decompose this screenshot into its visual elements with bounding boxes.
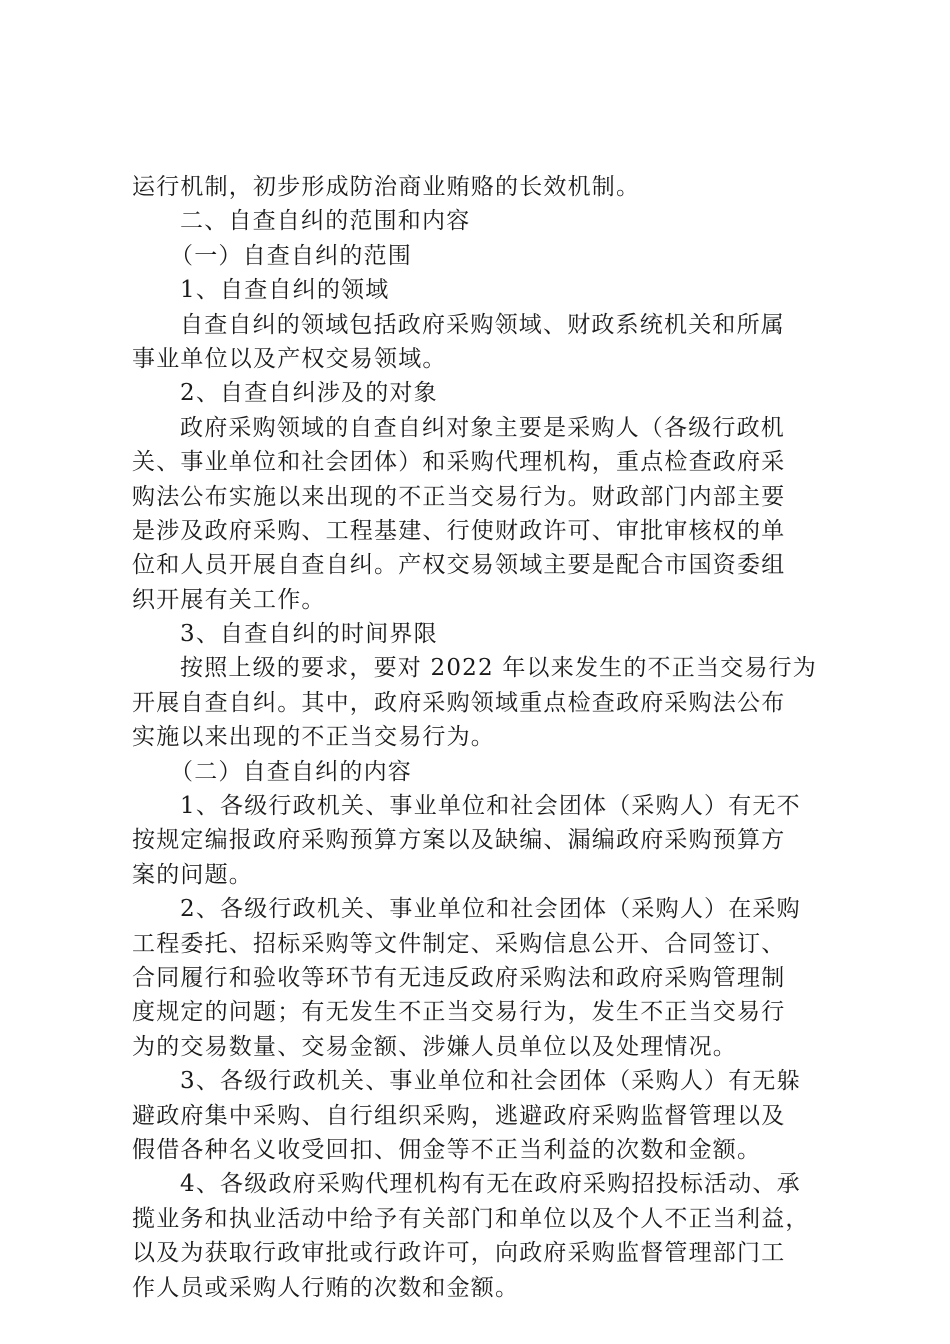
text-line: 避政府集中采购、自行组织采购，逃避政府采购监督管理以及 [132,1102,786,1129]
text-line: 3、各级行政机关、事业单位和社会团体（采购人）有无躲 [180,1068,801,1095]
text-line: 揽业务和执业活动中给予有关部门和单位以及个人不正当利益， [132,1205,810,1232]
item-heading: 2、自查自纠涉及的对象 [180,380,438,407]
subsection-heading: （二）自查自纠的内容 [170,758,412,785]
text-line: 按照上级的要求，要对 2022 年以来发生的不正当交易行为 [180,655,817,682]
text-line: 位和人员开展自查自纠。产权交易领域主要是配合市国资委组 [132,552,786,579]
text-line: 事业单位以及产权交易领域。 [132,345,447,372]
text-line: 关、事业单位和社会团体）和采购代理机构，重点检查政府采 [132,449,786,476]
text-line: 工程委托、招标采购等文件制定、采购信息公开、合同签订、 [132,930,786,957]
document-body [132,170,822,1305]
text-line: 为的交易数量、交易金额、涉嫌人员单位以及处理情况。 [132,1033,737,1060]
text-line: 2、各级行政机关、事业单位和社会团体（采购人）在采购 [180,896,801,923]
text-line: 合同履行和验收等环节有无违反政府采购法和政府采购管理制 [132,964,786,991]
text-line: 案的问题。 [132,861,253,888]
text-line: 自查自纠的领域包括政府采购领域、财政系统机关和所属 [180,311,785,338]
text-line: 以及为获取行政审批或行政许可，向政府采购监督管理部门工 [132,1240,786,1267]
text-line: 度规定的问题；有无发生不正当交易行为，发生不正当交易行 [132,999,786,1026]
text-line: 政府采购领域的自查自纠对象主要是采购人（各级行政机 [180,414,785,441]
item-heading: 3、自查自纠的时间界限 [180,621,438,648]
section-heading: 二、自查自纠的范围和内容 [180,208,471,235]
text-line: 4、各级政府采购代理机构有无在政府采购招投标活动、承 [180,1171,801,1198]
text-line: 购法公布实施以来出现的不正当交易行为。财政部门内部主要 [132,483,786,510]
text-line: 作人员或采购人行贿的次数和金额。 [132,1274,520,1301]
text-line: 是涉及政府采购、工程基建、行使财政许可、审批审核权的单 [132,517,786,544]
item-heading: 1、自查自纠的领域 [180,277,390,304]
text-line: 运行机制，初步形成防治商业贿赂的长效机制。 [132,174,641,200]
text-line: 按规定编报政府采购预算方案以及缺编、漏编政府采购预算方 [132,827,786,854]
subsection-heading: （一）自查自纠的范围 [170,242,412,269]
text-line: 1、各级行政机关、事业单位和社会团体（采购人）有无不 [180,793,801,820]
text-line: 织开展有关工作。 [132,586,326,613]
text-line: 实施以来出现的不正当交易行为。 [132,724,495,751]
text-line: 假借各种名义收受回扣、佣金等不正当利益的次数和金额。 [132,1136,762,1163]
text-line: 开展自查自纠。其中，政府采购领域重点检查政府采购法公布 [132,689,786,716]
